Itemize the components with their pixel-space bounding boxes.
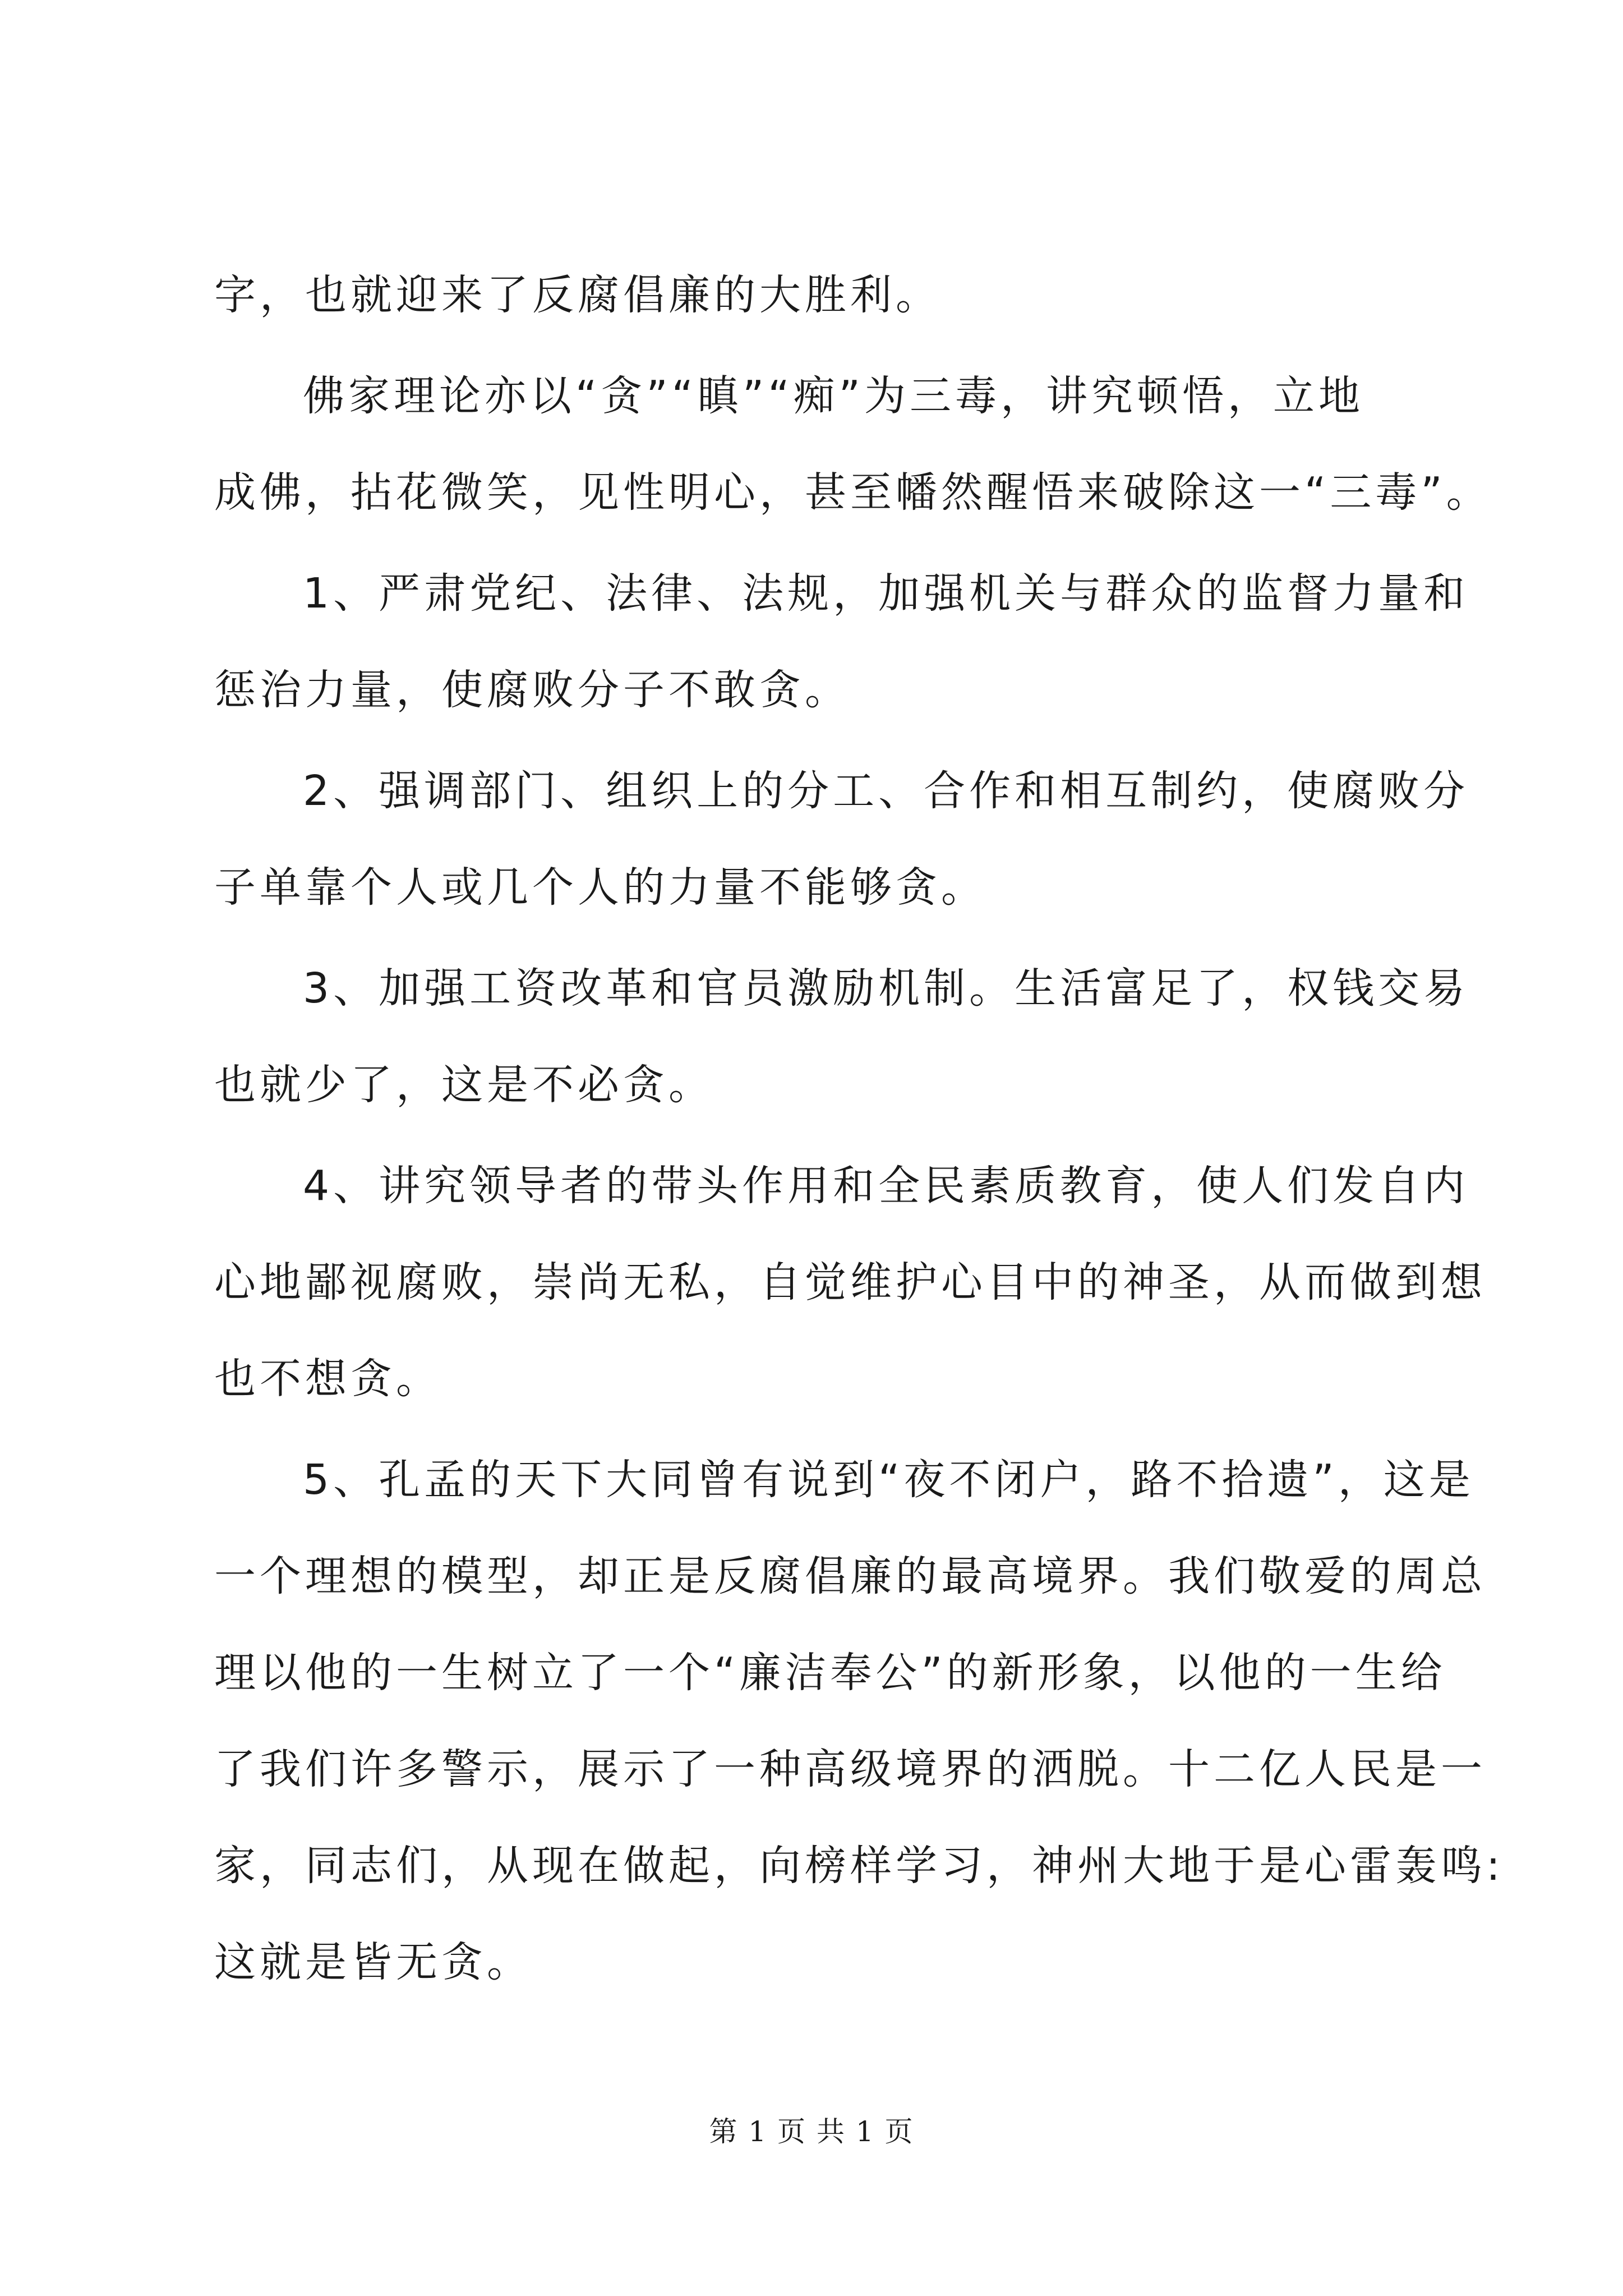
text-line: 这就是皆无贪。: [214, 1938, 532, 1986]
text-line: 了我们许多警示，展示了一种高级境界的洒脱。十二亿人民是一: [214, 1745, 1486, 1793]
list-item-5-line: 5、孔孟的天下大同曾有说到“夜不闭户，路不拾遗”，这是: [303, 1456, 1474, 1504]
paragraph-first-line: 佛家理论亦以“贪”“瞋”“痴”为三毒，讲究顿悟，立地: [303, 372, 1364, 420]
document-body: [214, 247, 1504, 2010]
list-item-4-line: 4、讲究领导者的带头作用和全民素质教育，使人们发自内: [303, 1162, 1469, 1210]
text-line: 也就少了，这是不必贪。: [214, 1061, 714, 1109]
text-line: 字，也就迎来了反腐倡廉的大胜利。: [214, 271, 941, 319]
list-item-1-line: 1、严肃党纪、法律、法规，加强机关与群众的监督力量和: [303, 569, 1469, 618]
text-line: 成佛，拈花微笑，见性明心，甚至幡然醒悟来破除这一“三毒”。: [214, 468, 1492, 517]
text-line: 惩治力量，使腐败分子不敢贪。: [214, 666, 850, 714]
page-footer: 第 1 页 共 1 页: [709, 2115, 914, 2148]
list-item-2-line: 2、强调部门、组织上的分工、合作和相互制约，使腐败分: [303, 767, 1469, 815]
text-line: 子单靠个人或几个人的力量不能够贪。: [214, 863, 986, 912]
text-line: 一个理想的模型，却正是反腐倡廉的最高境界。我们敬爱的周总: [214, 1552, 1486, 1600]
text-line: 心地鄙视腐败，崇尚无私，自觉维护心目中的神圣，从而做到想: [214, 1258, 1486, 1306]
list-item-3-line: 3、加强工资改革和官员激励机制。生活富足了，权钱交易: [303, 964, 1469, 1013]
text-line: 理以他的一生树立了一个“廉洁奉公”的新形象，以他的一生给: [214, 1649, 1446, 1697]
text-line: 家，同志们，从现在做起，向榜样学习，神州大地于是心雷轰鸣:: [214, 1842, 1504, 1890]
text-line: 也不想贪。: [214, 1355, 441, 1403]
